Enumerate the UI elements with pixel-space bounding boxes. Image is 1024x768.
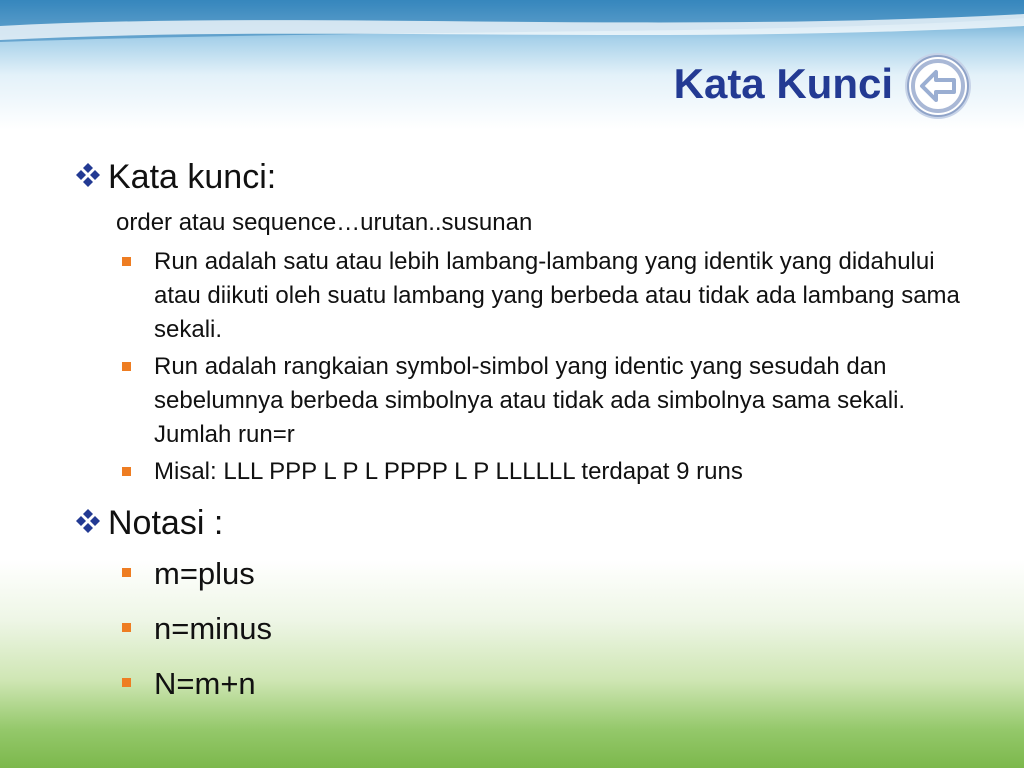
- list-item-text: Misal: LLL PPP L P L PPPP L P LLLLLL terdapat 9 runs: [154, 458, 743, 485]
- list-item-text: Run adalah satu atau lebih lambang-lambang yang identik yang didahului atau diikuti oleh suatu lambang yang berbeda atau tidak ada lambang sama sekali.: [154, 248, 960, 343]
- square-bullet-icon: [122, 678, 131, 687]
- diamond-bullet-icon: [74, 160, 108, 196]
- back-arrow-circle-icon: [902, 50, 974, 122]
- list-item-text: Run adalah rangkaian symbol-simbol yang identic yang sesudah dan sebelumnya berbeda simbolnya atau tidak ada simbolnya sama sekali. Jumlah run=r: [154, 353, 906, 448]
- list-item: [122, 603, 994, 655]
- list-item: [122, 245, 994, 347]
- square-bullet-icon: [122, 623, 131, 632]
- section-heading: Kata kunci:: [108, 158, 277, 196]
- square-bullet-icon: [122, 568, 131, 577]
- list-item: [122, 548, 994, 600]
- list-item: [122, 350, 994, 452]
- list-item: [122, 455, 994, 489]
- bullet-kata-kunci: [74, 152, 994, 202]
- subtext: order atau sequence…urutan..susunan: [116, 209, 533, 236]
- square-bullet-icon: [122, 257, 131, 266]
- list-item-text: n=minus: [154, 611, 273, 646]
- slide-body: [74, 152, 994, 713]
- slide-title: Kata Kunci: [673, 60, 893, 107]
- square-bullet-icon: [122, 467, 131, 476]
- bullet-notasi: [74, 498, 994, 548]
- section-heading: Notasi :: [108, 504, 224, 542]
- list-item-text: m=plus: [154, 556, 255, 591]
- diamond-bullet-icon: [74, 506, 108, 542]
- back-button[interactable]: [902, 50, 974, 122]
- list-item-text: N=m+n: [154, 666, 256, 701]
- list-item: [122, 658, 994, 710]
- square-bullet-icon: [122, 362, 131, 371]
